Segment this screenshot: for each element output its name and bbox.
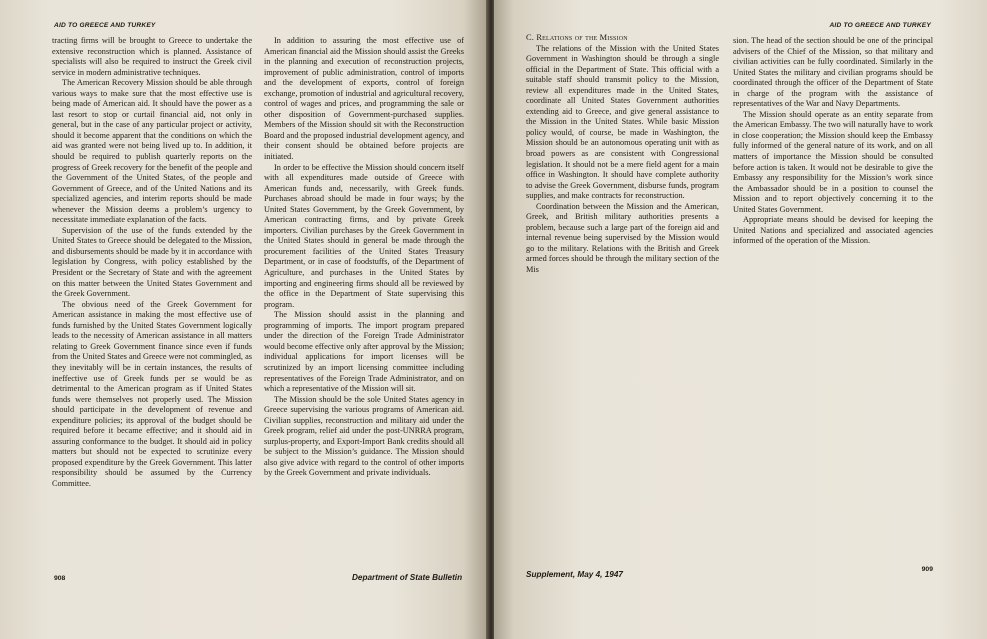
paragraph: tracting firms will be brought to Greece to undertake the extensive reconstruction which is planned. Assistance of specialists will also be required to instruct the Greek civil service in modern administrative techniques.	[52, 36, 252, 77]
right-page	[494, 0, 987, 639]
left-running-head: AID TO GREECE AND TURKEY	[54, 22, 156, 29]
paragraph: Coordination between the Mission and the American, Greek, and British military authorities presents a problem, because such a large part of the foreign aid and internal revenue being supervised by the Mission would go to the military. Relations with the British and Greek armed forces should be through the military section of the Mis	[526, 201, 719, 275]
right-running-head: AID TO GREECE AND TURKEY	[829, 22, 931, 29]
section-heading	[526, 33, 719, 44]
right-column-1	[526, 33, 719, 276]
paragraph: Supervision of the use of the funds extended by the United States to Greece should be delegated to the Mission, and disbursements should be made by it in accordance with legislation by Congress, with policy established by the President or the Secretary of State and with the agreement on this matter between the United States Government and the Greek Government.	[52, 225, 252, 299]
right-page-number: 909	[921, 566, 933, 573]
section-title: Relations of the Mission	[536, 33, 628, 42]
left-page-number: 908	[54, 575, 66, 582]
paragraph: Appropriate means should be devised for keeping the United Nations and specialized and associated agencies informed of the operation of the Mission.	[733, 215, 933, 246]
section-letter: C.	[526, 33, 535, 42]
paragraph: In order to be effective the Mission should concern itself with all expenditures made outside of Greece with American funds and, necessarily, with Greek funds. Purchases abroad should be made in four ways; by the United States Government, by the Greek Government, by American contracting firms, and by private Greek importers. Civilian purchases by the Greek Government in the United States should in general be made through the procurement facilities of the United States Treasury Department, or in case of foodstuffs, of the Department of Agriculture, and purchases in the United States by importing and engineering firms should all be reviewed by the office in the Department of State supervising this program.	[264, 162, 464, 309]
paragraph: sion. The head of the section should be one of the principal advisers of the Chief of the Mission, so that military and civilian activities can be fully coordinated. Similarly in the United States the military and civilian programs should be coordinated through the officer of the Department of State in charge of the program with the assistance of representatives of the War and Navy Departments.	[733, 36, 933, 109]
left-column-1	[52, 36, 252, 490]
paragraph: The obvious need of the Greek Government for American assistance in making the most effective use of funds furnished by the United States Government logically leads to the necessity of American assistance in all matters relating to Greek Government finance since even if funds from the United States and Greece were not commingled, as they inevitably will be in certain instances, the results of ineffective use of Greek funds per se would be as detrimental to the American program as if United States funds were themselves not properly used. The Mission should participate in the development of revenue and expenditure policies; its approval of the budget should be required before it became effective; and it should aid in assuring conformance to the budget. It should aid in policy matters but should not be expected to scrutinize every proposed expenditure by the Greek Government. This latter responsibility should be assumed by the Currency Committee.	[52, 299, 252, 488]
left-column-2	[264, 36, 464, 479]
paragraph: The Mission should assist in the planning and programming of imports. The import program prepared under the direction of the Foreign Trade Administrator would become effective only after approval by the Mission; individual applications for import licenses will be scrutinized by an import licensing committee including representatives of the Foreign Trade Administrator, and on which a representative of the Mission will sit.	[264, 310, 464, 394]
right-footer-title: Supplement, May 4, 1947	[526, 570, 623, 579]
paragraph: The relations of the Mission with the United States Government in Washington should be through a single official in the Department of State. This official with a suitable staff should transmit policy to the Mission, review all expenditures made in the United States, coordinate all United States Government authorities extending aid to Greece, and give general assistance to the Mission in the United States. While basic Mission policy would, of course, be made in Washington, the Mission should be an autonomous operating unit with as broad powers as are consistent with Congressional legislation. It should not be a mere field agent for a main office in Washington. It should have complete authority to advise the Greek Government, disburse funds, program supplies, and make contracts for reconstruction.	[526, 43, 719, 201]
paragraph: The Mission should operate as an entity separate from the American Embassy. The two will naturally have to work in close cooperation; the Mission should keep the Embassy fully informed of the general nature of its work, and on all matters of importance the Mission should be consulted before action is taken. It would not be desirable to give the Embassy any responsibility for the Mission’s work since the Ambassador should be in a position to counsel the Mission and to report objectively concerning it to the United States Government.	[733, 109, 933, 214]
paragraph: In addition to assuring the most effective use of American financial aid the Mission should assist the Greeks in the planning and execution of reconstruction projects, improvement of public administration, control of imports and the development of exports, control of foreign exchange, promotion of industrial and agricultural recovery, control of wages and prices, and programming the sale or other disposition of Government-purchased supplies. Members of the Mission should sit with the Reconstruction Board and the proposed industrial development agency, and their consent should be obtained before projects are initiated.	[264, 36, 464, 162]
left-footer-title: Department of State Bulletin	[352, 573, 463, 582]
paragraph: The American Recovery Mission should be able through various ways to make sure that the most effective use is being made of American aid. It should have the power as a last resort to stop or curtail financial aid, not only in general, but in the case of any particular project or activity, should it become apparent that the conditions on which the aid was granted were not being lived up to. In addition, it should be required to publish quarterly reports on the progress of Greek recovery for the benefit of the people and the Government of the United States, of the people and Government of Greece, and of the United Nations and its specialized agencies, and interim reports should be made whenever the Mission deems a problem’s urgency to necessitate immediate explanation of the facts.	[52, 78, 252, 225]
left-page	[0, 0, 488, 639]
paragraph: The Mission should be the sole United States agency in Greece supervising the various programs of American aid. Civilian supplies, reconstruction and military aid under the Greek program, relief aid under the post-UNRRA program, surplus-property, and Export-Import Bank credits should all be subject to the Mission’s guidance. The Mission should also give advice with regard to the control of other imports by the Greek Government and private individuals.	[264, 394, 464, 478]
right-column-2	[733, 36, 933, 247]
